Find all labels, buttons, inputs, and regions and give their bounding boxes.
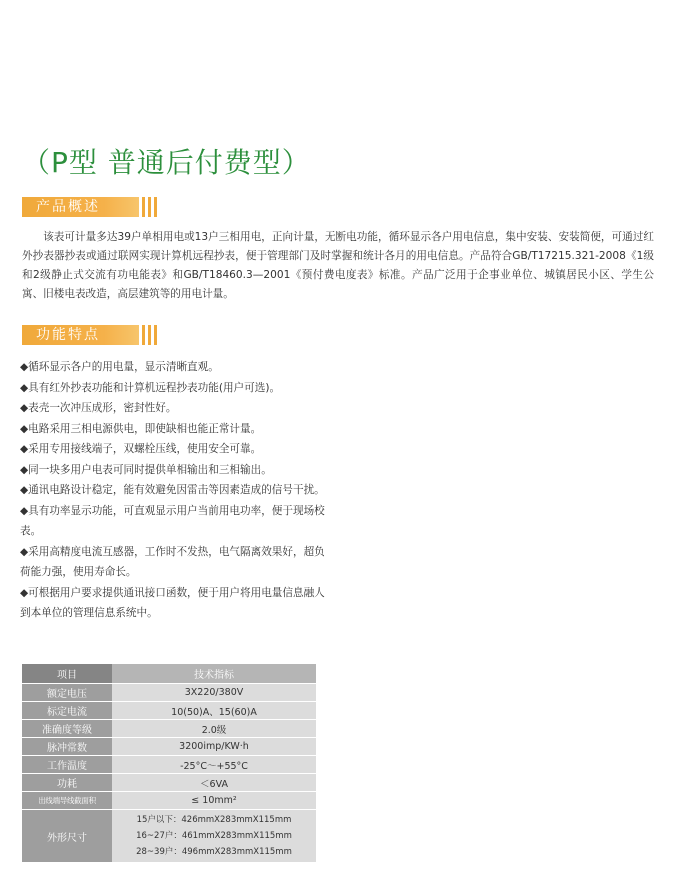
header-spec: 技术指标	[112, 664, 316, 684]
dimension-line: 16~27户：461mmX283mmX115mm	[136, 831, 292, 841]
feature-item: ◆表壳一次冲压成形，密封性好。	[20, 402, 177, 414]
feature-item: ◆同一块多用户电表可同时提供单相输出和三相输出。	[20, 463, 272, 476]
spec-label: 工作温度	[22, 756, 112, 774]
table-header-row	[22, 664, 316, 684]
feature-item: ◆循环显示各户的用电量，显示清晰直观。	[20, 361, 219, 373]
decorative-stripe	[142, 197, 145, 217]
spec-value: 3200imp/KW·h	[112, 738, 316, 756]
section-header-overview	[22, 197, 139, 217]
table-row	[22, 738, 316, 756]
spec-value: ≤ 10mm²	[112, 792, 316, 810]
spec-label: 准确度等级	[22, 720, 112, 738]
feature-item: ◆具有红外抄表功能和计算机远程抄表功能(用户可选)。	[20, 381, 281, 394]
header-item: 项目	[22, 664, 112, 684]
spec-value: ＜6VA	[112, 774, 316, 792]
feature-list	[20, 357, 325, 624]
spec-label: 额定电压	[22, 684, 112, 702]
table-row	[22, 792, 316, 810]
table-row	[22, 810, 316, 863]
feature-item: ◆采用专用接线端子，双螺栓压线，使用安全可靠。	[20, 443, 262, 455]
section-overview-label: 产品概述	[36, 199, 100, 215]
decorative-stripe	[154, 325, 157, 345]
spec-value-dimensions	[112, 810, 316, 863]
feature-item: ◆通讯电路设计稳定，能有效避免因雷击等因素造成的信号干扰。	[20, 484, 325, 496]
decorative-stripe	[148, 325, 151, 345]
overview-paragraph: 该表可计量多达39户单相用电或13户三相用电，正向计量，无断电功能，循环显示各户用电信息，集中安装、安装简便，可通过红外抄表器抄表或通过联网实现计算机远程抄表，便于管理部门及时掌握和统计各月的用电信息。产品符合GB/T17215.321-2008《1级和2级静止式交流有功电能表》和GB/T18460.3—2001《预付费电度表》标准。产品广泛用于企事业单位、城镇居民小区、学生公寓、旧楼电表改造，高层建筑等的用电计量。	[22, 231, 654, 300]
table-row	[22, 702, 316, 720]
decorative-stripe	[142, 325, 145, 345]
dimension-line: 28~39户：496mmX283mmX115mm	[136, 847, 292, 857]
spec-label: 出线端导线截面积	[22, 792, 112, 810]
decorative-stripe	[148, 197, 151, 217]
feature-item: ◆具有功率显示功能，可直观显示用户当前用电功率，便于现场校表。	[20, 504, 325, 537]
table-row	[22, 720, 316, 738]
feature-item: ◆电路采用三相电源供电，即使缺相也能正常计量。	[20, 422, 262, 435]
spec-value: 2.0级	[112, 720, 316, 738]
section-header-features	[22, 325, 139, 345]
page-title: （P型 普通后付费型）	[22, 146, 311, 179]
decorative-stripe	[154, 197, 157, 217]
table-row	[22, 774, 316, 792]
spec-label: 标定电流	[22, 702, 112, 720]
spec-label: 外形尺寸	[22, 810, 112, 863]
spec-value: 3X220/380V	[112, 684, 316, 702]
feature-item: ◆可根据用户要求提供通讯接口函数，便于用户将用电量信息融人到本单位的管理信息系统中。	[20, 586, 325, 619]
table-row	[22, 756, 316, 774]
feature-item: ◆采用高精度电流互感器，工作时不发热，电气隔离效果好，超负荷能力强，使用寿命长。	[20, 545, 325, 578]
spec-value: 10(50)A、15(60)A	[112, 702, 316, 720]
spec-value: -25°C～+55°C	[112, 756, 316, 774]
dimension-line: 15户以下：426mmX283mmX115mm	[136, 815, 292, 825]
section-features-label: 功能特点	[36, 327, 100, 343]
spec-label: 脉冲常数	[22, 738, 112, 756]
spec-table	[22, 664, 316, 863]
table-row	[22, 684, 316, 702]
spec-label: 功耗	[22, 774, 112, 792]
